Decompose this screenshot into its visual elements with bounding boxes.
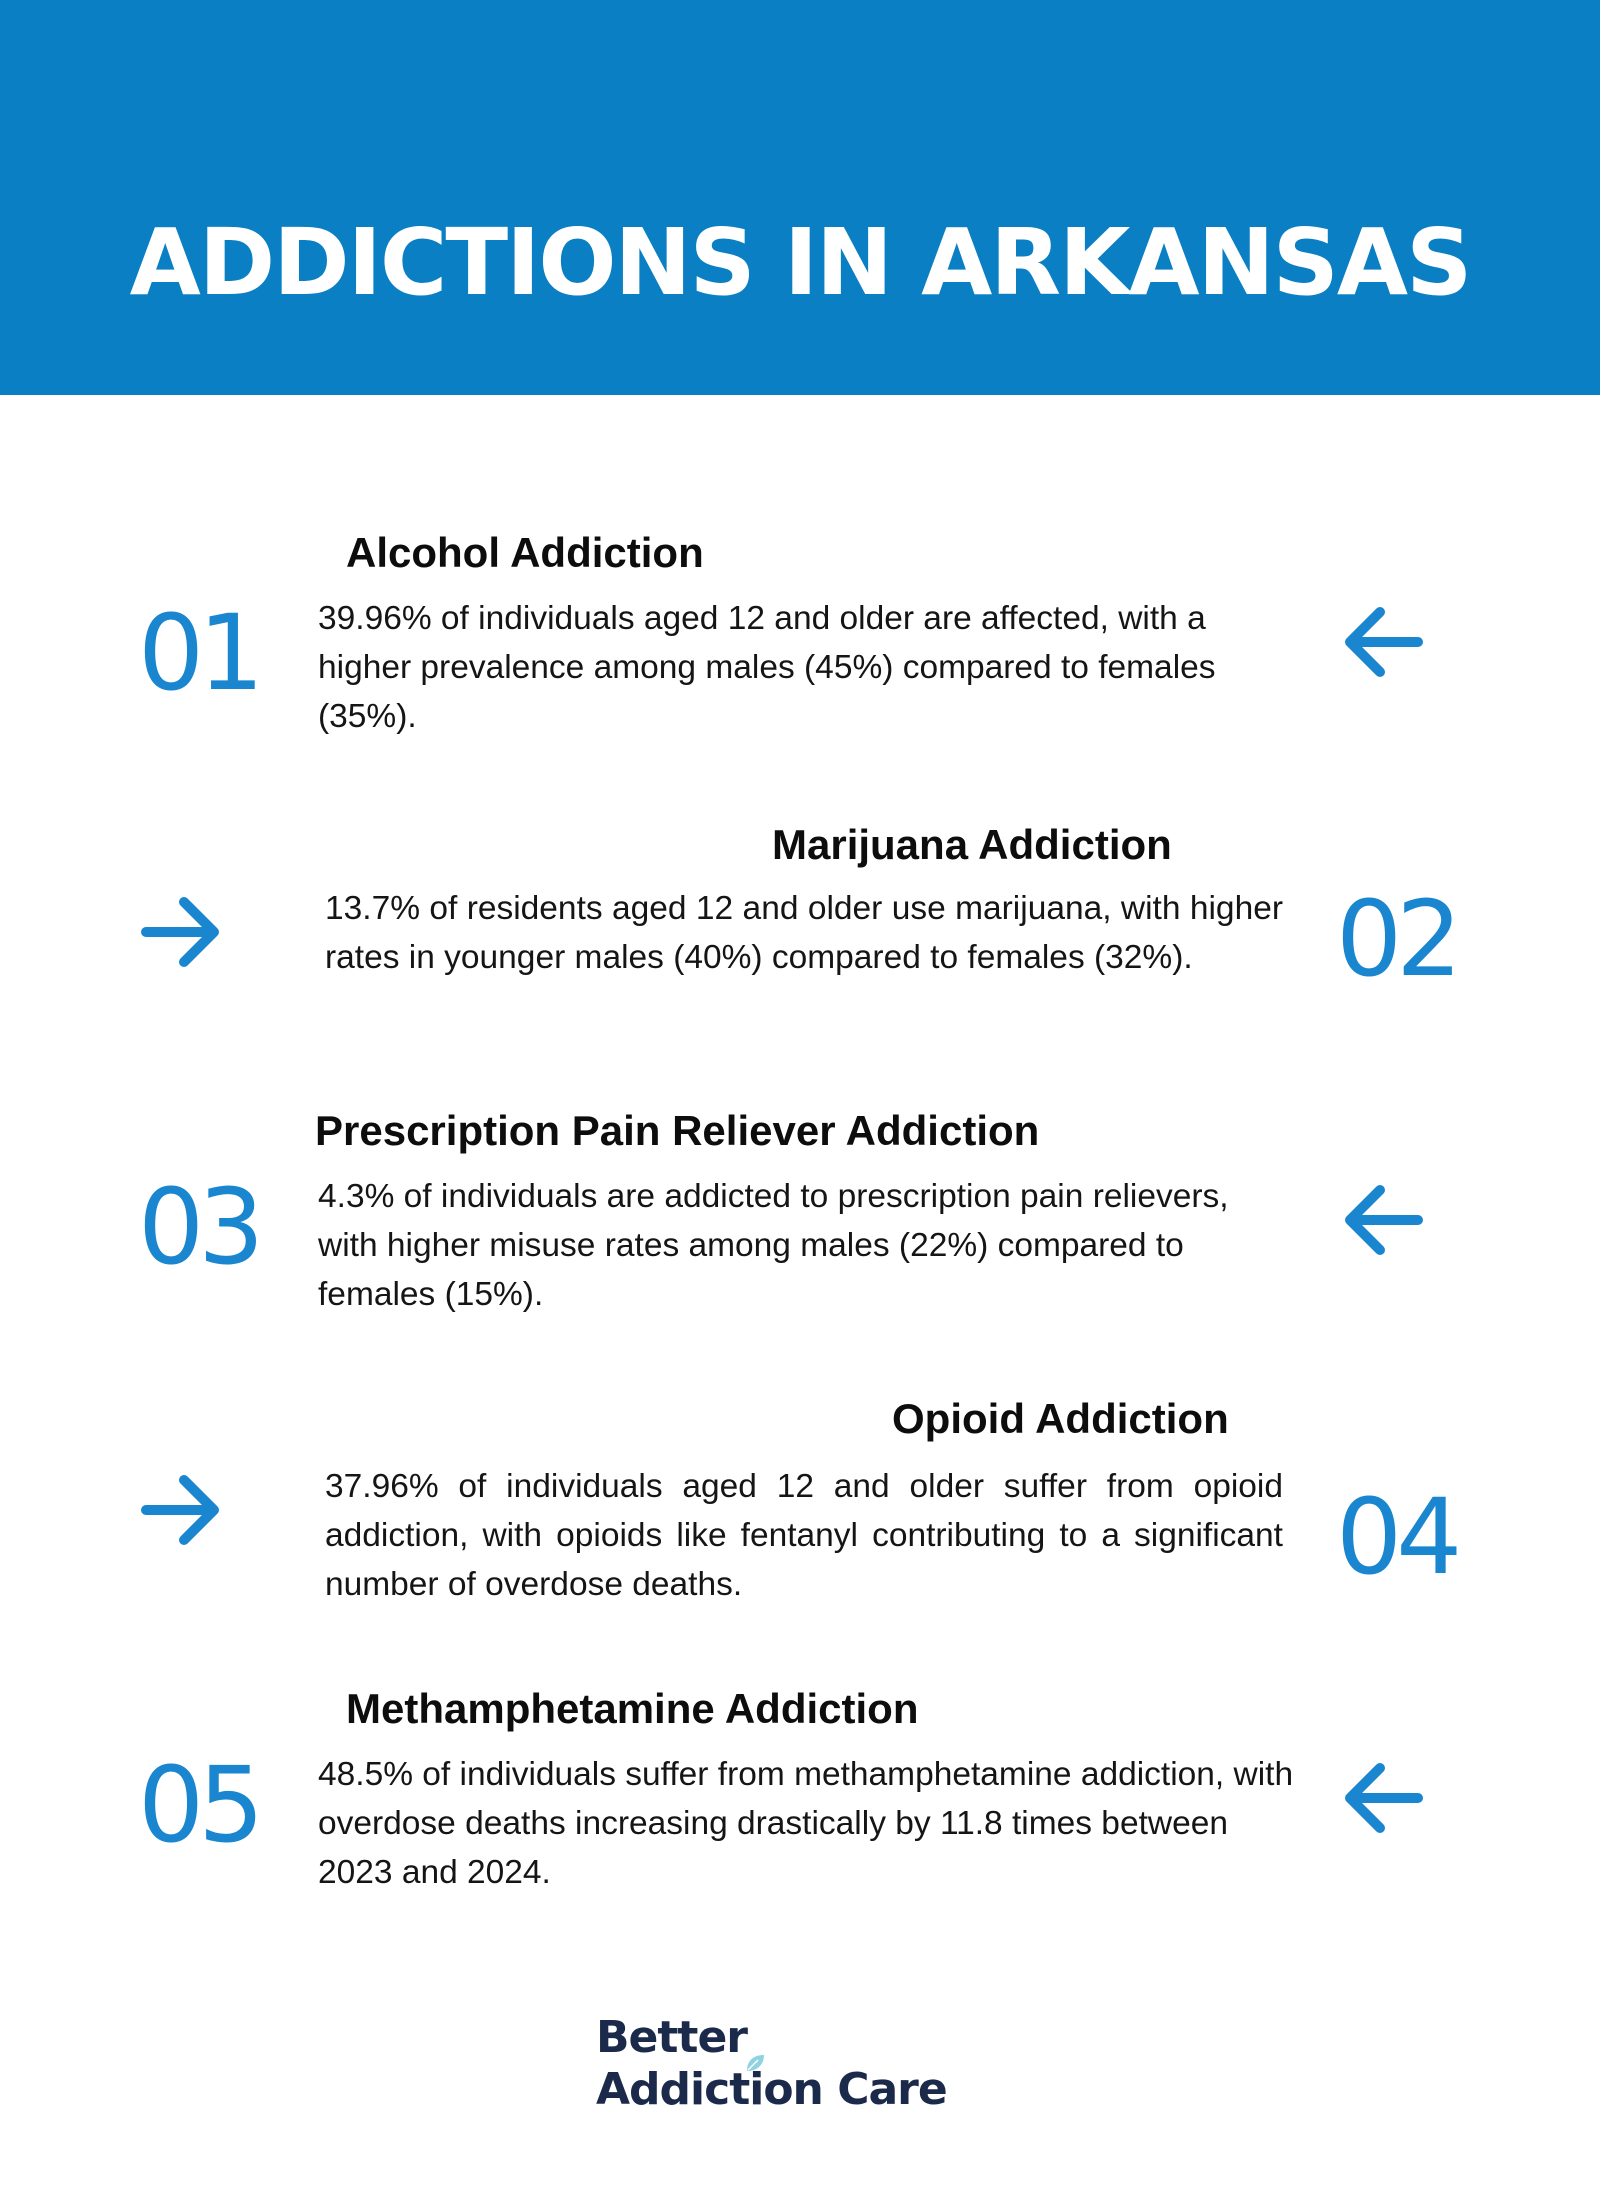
left-arrow-icon	[1334, 594, 1430, 690]
item-title-opioid: Opioid Addiction	[892, 1395, 1229, 1442]
left-arrow-icon	[1334, 1750, 1430, 1846]
item-number-05: 05	[138, 1744, 259, 1866]
item-number-02: 02	[1336, 878, 1457, 1000]
item-title-methamphetamine: Methamphetamine Addiction	[346, 1685, 919, 1732]
logo-text-line1: Better	[596, 2012, 747, 2063]
page-title: ADDICTIONS IN ARKANSAS	[129, 209, 1471, 316]
logo-text-line2: Addiction Care	[596, 2064, 947, 2115]
item-description-prescription: 4.3% of individuals are addicted to prescription pain relievers, with higher misuse rates among males (22%) compared to females (15%).	[318, 1178, 1229, 1313]
item-description-methamphetamine: 48.5% of individuals suffer from methamphetamine addiction, with overdose deaths increasing drastically by 11.8 times between 2023 and 2024.	[318, 1756, 1294, 1891]
item-number-04: 04	[1336, 1476, 1457, 1598]
item-description-marijuana: 13.7% of residents aged 12 and older use marijuana, with higher rates in younger males (40%) compared to females (32%).	[325, 890, 1283, 976]
item-number-01: 01	[138, 592, 259, 714]
item-title-marijuana: Marijuana Addiction	[772, 821, 1172, 868]
item-description-opioid: 37.96% of individuals aged 12 and older suffer from opioid addiction, with opioids like fentanyl contributing to a significant number of overdose deaths.	[325, 1468, 1283, 1603]
right-arrow-icon	[134, 1462, 230, 1558]
left-arrow-icon	[1334, 1172, 1430, 1268]
item-description-alcohol: 39.96% of individuals aged 12 and older are affected, with a higher prevalence among males (45%) compared to females (35%).	[318, 600, 1216, 735]
right-arrow-icon	[134, 884, 230, 980]
item-title-prescription: Prescription Pain Reliever Addiction	[315, 1107, 1040, 1154]
item-title-alcohol: Alcohol Addiction	[346, 529, 704, 576]
header-banner	[0, 0, 1600, 395]
item-number-03: 03	[138, 1166, 259, 1288]
better-addiction-care-logo	[596, 2012, 947, 2122]
